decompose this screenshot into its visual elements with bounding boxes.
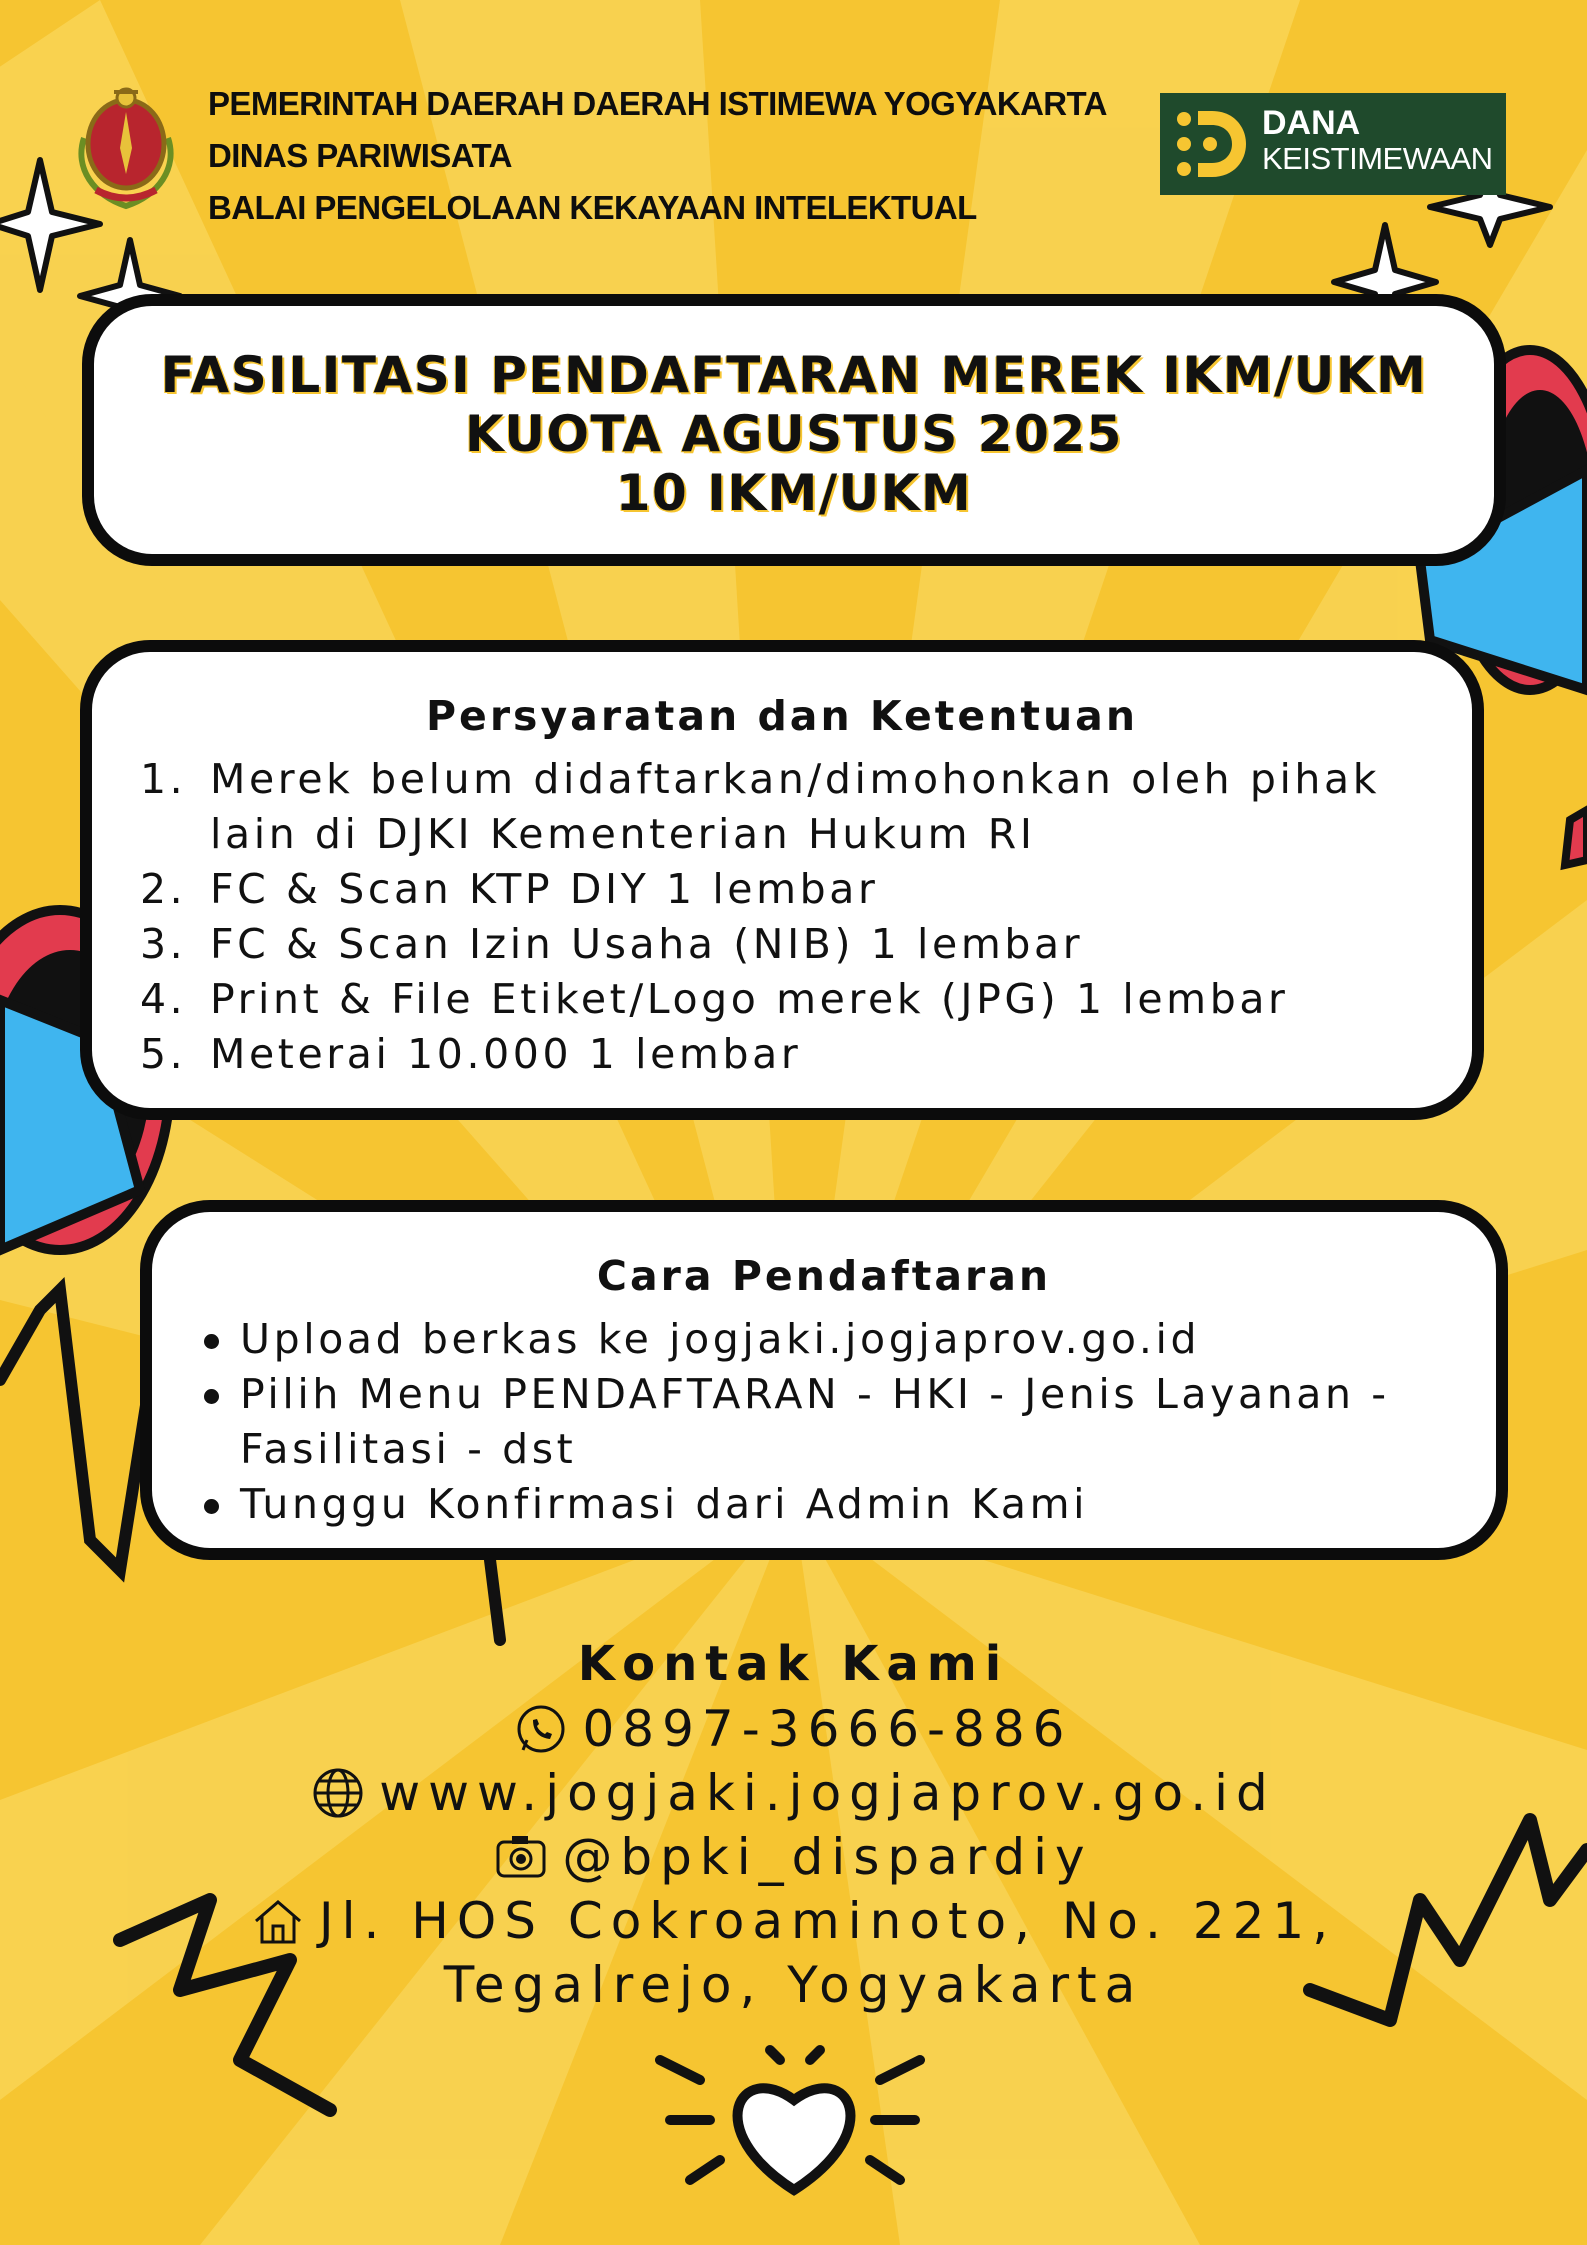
bullet-icon: [200, 1477, 240, 1532]
list-item: [200, 1367, 1500, 1477]
contact-address-line-1: Jl. HOS Cokroaminoto, No. 221,: [318, 1892, 1337, 1950]
item-number: 3.: [140, 920, 187, 968]
registration-card: [140, 1200, 1508, 1560]
contact-website-row[interactable]: [0, 1764, 1587, 1822]
requirements-card: [80, 640, 1484, 1120]
contact-phone: 0897-3666-886: [582, 1700, 1073, 1758]
header-line-government: PEMERINTAH DAERAH DAERAH ISTIMEWA YOGYAKARTA: [208, 85, 1107, 122]
contact-address-row-2: [0, 1956, 1587, 2014]
item-text: Tunggu Konfirmasi dari Admin Kami: [240, 1480, 1089, 1528]
bullet-icon: [200, 1312, 240, 1367]
item-text: FC & Scan Izin Usaha (NIB) 1 lembar: [210, 920, 1084, 968]
dana-keistimewaan-logo: [1160, 93, 1506, 195]
list-item: [140, 862, 1480, 917]
requirements-list: [140, 752, 1480, 1082]
item-number: 5.: [140, 1030, 187, 1078]
logo-text-keistimewaan: KEISTIMEWAAN: [1262, 141, 1493, 176]
home-icon: [251, 1894, 305, 1948]
header-line-department: DINAS PARIWISATA: [208, 137, 512, 174]
bullet-icon: [200, 1367, 240, 1477]
header-line-office: BALAI PENGELOLAAN KEKAYAAN INTELEKTUAL: [208, 189, 977, 226]
item-text: Pilih Menu PENDAFTARAN - HKI - Jenis Layanan - Fasilitasi - dst: [240, 1370, 1390, 1473]
registration-heading: Cara Pendaftaran: [596, 1252, 1052, 1300]
item-text: Print & File Etiket/Logo merek (JPG) 1 lembar: [210, 975, 1289, 1023]
requirements-heading: Persyaratan dan Ketentuan: [425, 692, 1139, 740]
item-text: Merek belum didaftarkan/dimohonkan oleh pihak lain di DJKI Kementerian Hukum RI: [210, 755, 1381, 858]
registration-list: [200, 1312, 1500, 1532]
coat-of-arms-icon: [74, 78, 178, 212]
list-item: [140, 917, 1480, 972]
list-item: [200, 1477, 1500, 1532]
logo-text-dana: DANA: [1262, 104, 1361, 142]
title-line-3: 10 IKM/UKM: [615, 464, 973, 522]
item-text: Upload berkas ke jogjaki.jogjaprov.go.id: [240, 1315, 1201, 1363]
list-item: [140, 752, 1480, 862]
camera-icon: [494, 1830, 548, 1884]
list-item: [140, 972, 1480, 1027]
item-text: Meterai 10.000 1 lembar: [210, 1030, 802, 1078]
item-number: 4.: [140, 975, 187, 1023]
item-number: 1.: [140, 755, 187, 803]
whatsapp-icon: [514, 1702, 568, 1756]
contact-instagram-row[interactable]: [0, 1828, 1587, 1886]
title-card: [82, 294, 1506, 566]
list-item: [200, 1312, 1500, 1367]
list-item: [140, 1027, 1480, 1082]
title-line-1: FASILITASI PENDAFTARAN MEREK IKM/UKM: [160, 346, 1428, 404]
contact-instagram: @bpki_dispardiy: [562, 1828, 1093, 1886]
item-number: 2.: [140, 865, 187, 913]
contact-heading: Kontak Kami: [577, 1636, 1010, 1692]
contact-address-line-2: Tegalrejo, Yogyakarta: [443, 1956, 1144, 2014]
dana-keistimewaan-logo-icon: [1172, 103, 1254, 185]
contact-website: www.jogjaki.jogjaprov.go.id: [379, 1764, 1276, 1822]
title-line-2: KUOTA AGUSTUS 2025: [465, 405, 1123, 463]
contact-address-row: [0, 1892, 1587, 1950]
contact-phone-row[interactable]: [0, 1700, 1587, 1758]
item-text: FC & Scan KTP DIY 1 lembar: [210, 865, 879, 913]
globe-icon: [311, 1766, 365, 1820]
